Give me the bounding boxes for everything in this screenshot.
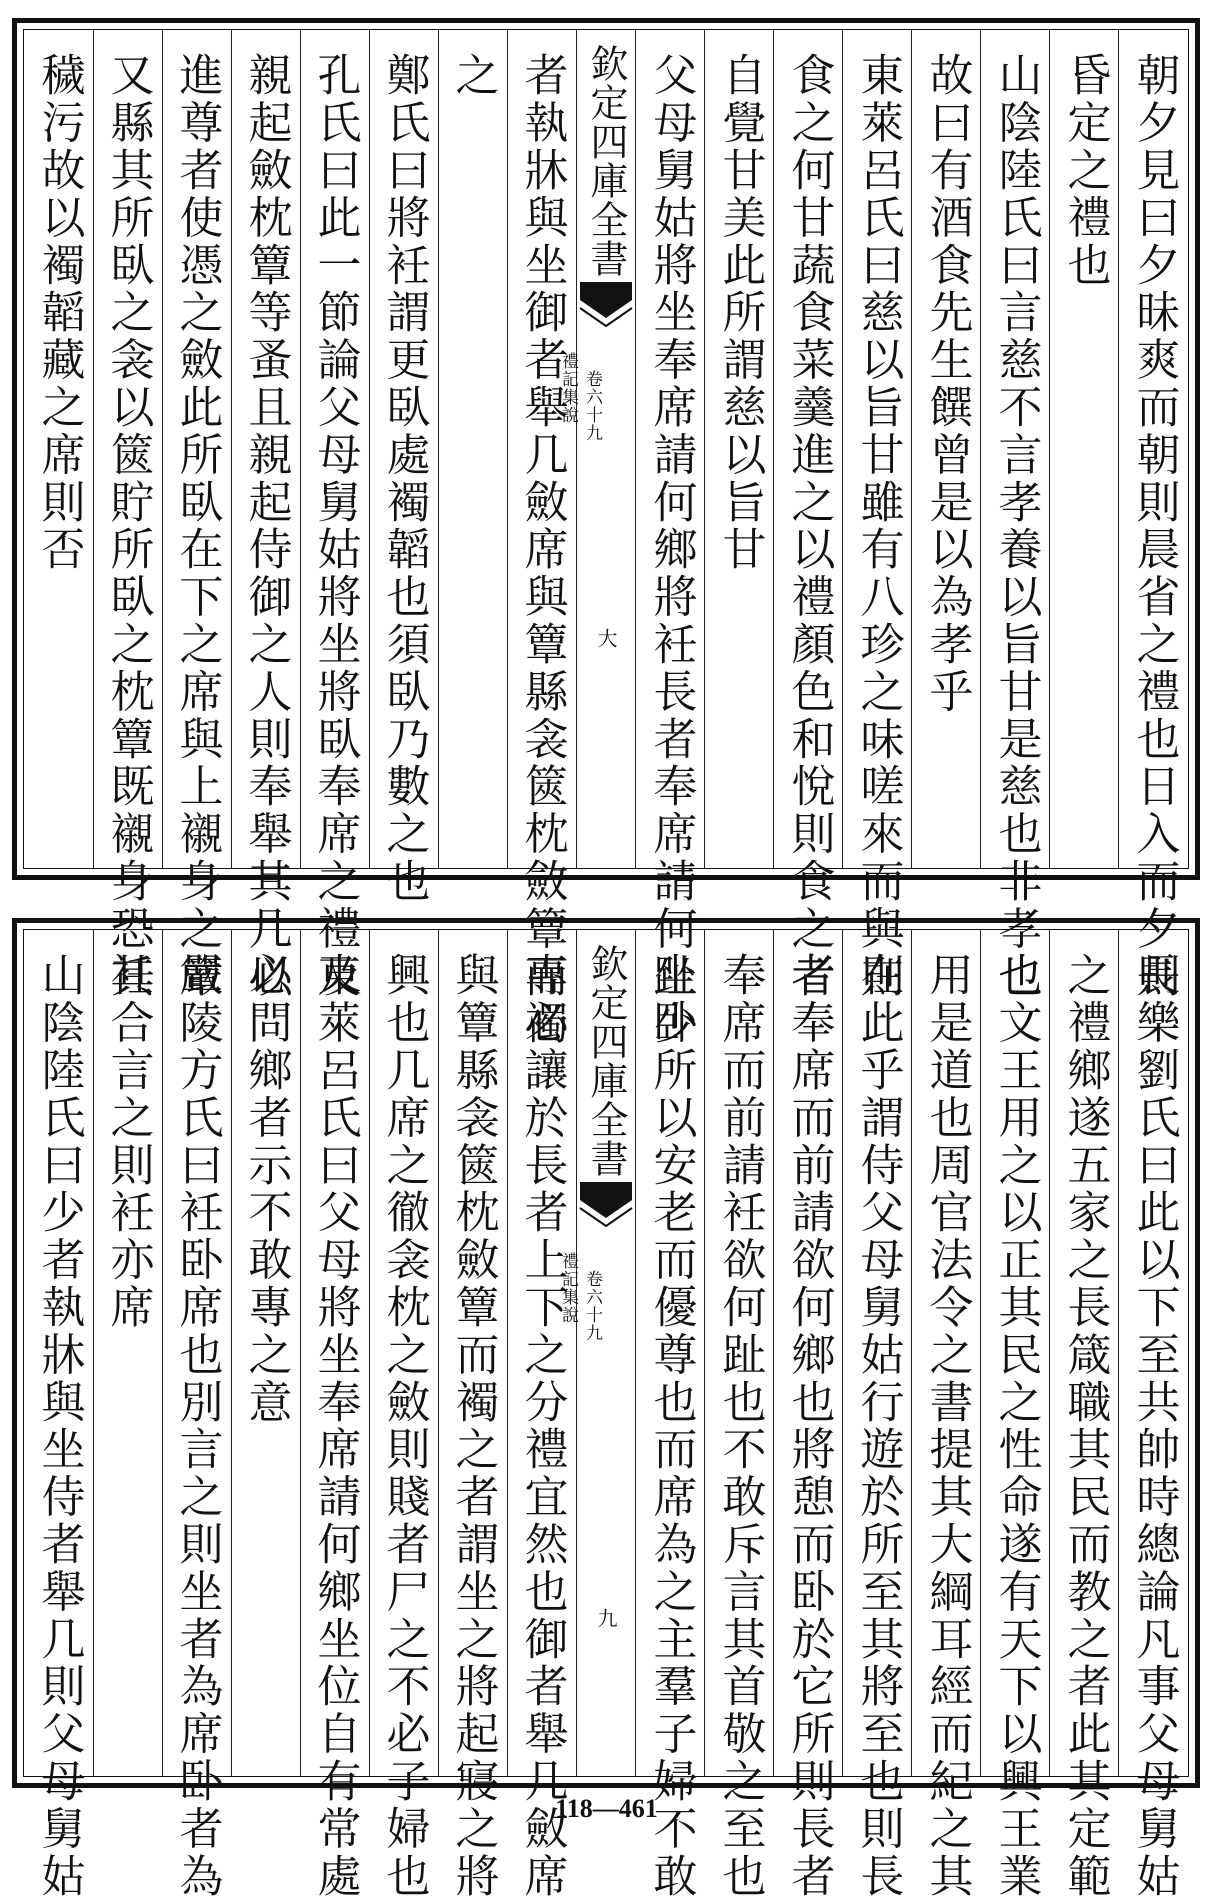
text-column: 之 bbox=[447, 52, 499, 100]
top-page-frame bbox=[12, 18, 1200, 1048]
sub-title: 禮記集說 bbox=[558, 1252, 578, 1324]
text-column: 進尊者使憑之斂此所臥在下之席與上襯身之簟 bbox=[171, 52, 223, 1000]
text-column: 嚴陵方氏曰衽卧席也別言之則坐者為席卧者為 bbox=[171, 952, 223, 1900]
text-column: 奉席而前請衽欲何趾也不敢斥言其首敬之至也 bbox=[714, 952, 766, 1900]
text-column: 坐卧所以安老而優尊也而席為之主羣子婦不敢 bbox=[645, 952, 697, 1900]
text-column: 者執牀與坐御者舉几斂席與簟縣衾篋枕斂簟而襡 bbox=[516, 52, 568, 1048]
text-column: 親起斂枕簟等蚤且親起侍御之人則奉舉其几以 bbox=[240, 52, 292, 1000]
fishtail-mark bbox=[577, 278, 635, 338]
top-page-inner-border bbox=[23, 29, 1189, 1048]
text-column: 父母舅姑將坐奉席請何鄉將衽長者奉席請何趾少 bbox=[645, 52, 697, 1048]
volume-label: 卷六十九 bbox=[582, 1270, 602, 1342]
text-column: 興也几席之徹衾枕之斂則賤者尸之不必子婦也 bbox=[378, 952, 430, 1900]
text-column: 長樂劉氏曰此以下至共帥時總論凡事父母舅姑 bbox=[1128, 952, 1180, 1900]
center-fold-column bbox=[558, 30, 636, 868]
text-column: 東萊呂氏曰父母將坐奉席請何鄉坐位自有常處 bbox=[309, 952, 361, 1900]
fishtail-mark bbox=[577, 1178, 635, 1238]
text-column: 鄭氏曰將衽謂更臥處襡韜也須臥乃數之也 bbox=[378, 52, 430, 906]
text-column: 自覺甘美此所謂慈以旨甘 bbox=[714, 52, 766, 574]
text-column: 穢污故以襡韜藏之席則否 bbox=[33, 52, 85, 574]
text-column: 故曰有酒食先生饌曾是以為孝乎 bbox=[921, 52, 973, 716]
text-column: 專必讓於長者上下之分禮宜然也御者舉几斂席 bbox=[516, 952, 568, 1900]
text-column: 與簟縣衾篋枕斂簟而襡之者謂坐之將起寢之將 bbox=[447, 952, 499, 1900]
text-column: 衽合言之則衽亦席 bbox=[102, 952, 154, 1332]
text-column: 山陰陸氏曰少者執牀與坐侍者舉几則父母舅姑 bbox=[33, 952, 85, 1900]
book-title: 欽定四庫全書 bbox=[584, 44, 628, 278]
text-column: 必問鄉者示不敢專之意 bbox=[240, 952, 292, 1426]
text-column: 也文王用之以正其民之性命遂有天下以興王業 bbox=[990, 952, 1042, 1900]
text-column: 朝夕見曰夕昧爽而朝則晨省之禮也日入而夕則 bbox=[1128, 52, 1180, 1000]
book-title: 欽定四庫全書 bbox=[584, 944, 628, 1178]
text-column: 昏定之禮也 bbox=[1059, 52, 1111, 289]
text-column: 食之何甘蔬食菜羹進之以禮顏色和悅則食之者 bbox=[783, 52, 835, 1000]
text-column: 山陰陸氏曰言慈不言孝養以旨甘是慈也非孝也 bbox=[990, 52, 1042, 1000]
text-column: 又縣其所臥之衾以篋貯所臥之枕簟既襯身恐其 bbox=[102, 52, 154, 1000]
page-number: 九 bbox=[594, 1608, 618, 1628]
center-fold-column bbox=[558, 930, 636, 1776]
text-column: 東萊呂氏曰慈以旨甘雖有八珍之味嗟來而與則 bbox=[852, 52, 904, 1000]
text-column: 之禮鄉遂五家之長箴職其民而教之者此其定範 bbox=[1059, 952, 1111, 1900]
text-column: 者奉席而前請欲何鄉也將憩而卧於它所則長者 bbox=[783, 952, 835, 1900]
sub-title: 禮記集說 bbox=[558, 352, 578, 424]
text-column: 孔氏曰此一節論父母舅姑將坐將臥奉席之禮及 bbox=[309, 52, 361, 1000]
text-column: 在此乎謂侍父母舅姑行遊於所至其將至也則長 bbox=[852, 952, 904, 1900]
volume-label: 卷六十九 bbox=[582, 370, 602, 442]
text-column: 用是道也周官法令之書提其大綱耳經而紀之其 bbox=[921, 952, 973, 1900]
page-number: 大 bbox=[594, 628, 618, 648]
footer-page-code: 118—461 bbox=[555, 1794, 658, 1823]
